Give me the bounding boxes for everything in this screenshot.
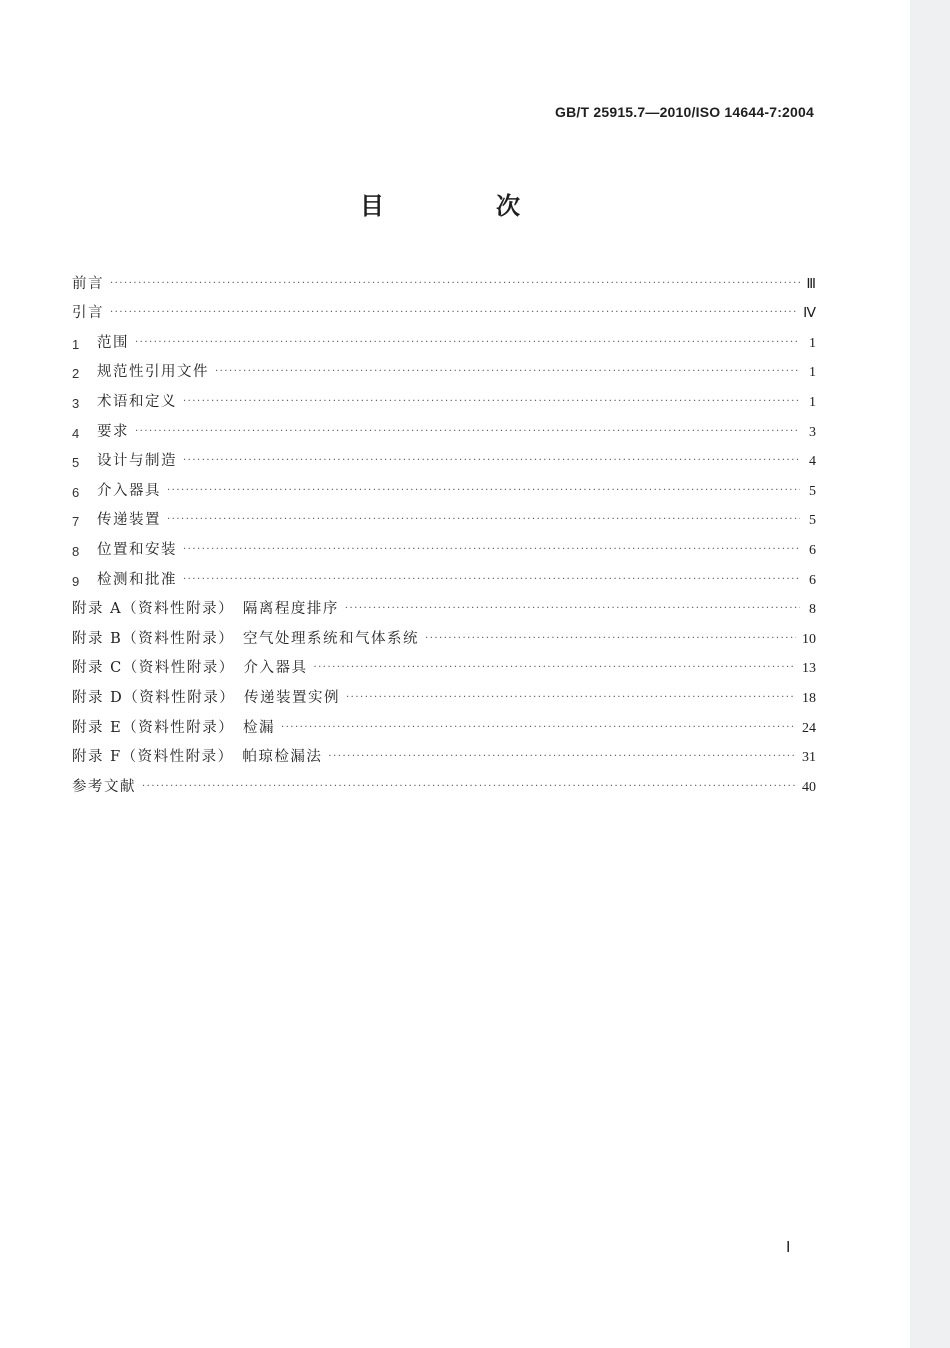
toc-entry-page: 4 [809, 454, 816, 470]
toc-entry-label: 位置和安装 [97, 541, 177, 558]
toc-leader-dots [183, 543, 800, 559]
toc-entry-page: 13 [802, 661, 816, 677]
toc-entry-number: 9 [72, 573, 80, 589]
toc-entry-label: 附录 A（资料性附录） 隔离程度排序 [72, 601, 339, 618]
toc-entry[interactable] [72, 500, 816, 530]
toc-entry-label: 介入器具 [97, 482, 161, 499]
toc-leader-dots [110, 306, 797, 322]
toc-entry-label: 附录 C（资料性附录） 介入器具 [72, 660, 308, 677]
toc-leader-dots [135, 425, 800, 441]
toc-leader-dots [281, 721, 796, 737]
toc-entry[interactable] [72, 677, 816, 707]
toc-leader-dots [142, 780, 796, 796]
toc-entry-label: 检测和批准 [97, 571, 177, 588]
toc-leader-dots [346, 691, 796, 707]
toc-leader-dots [425, 632, 796, 648]
toc-leader-dots [215, 365, 800, 381]
toc-entry-page: 8 [809, 602, 816, 618]
toc-entry-label: 设计与制造 [97, 453, 177, 470]
toc-entry[interactable] [72, 441, 816, 471]
toc-entry-label: 前言 [72, 275, 104, 292]
toc-entry-number: 7 [72, 514, 80, 530]
page-edge-strip [910, 0, 950, 1348]
toc-entry-number: 3 [72, 395, 80, 411]
toc-entry-label: 引言 [72, 305, 104, 322]
toc-entry[interactable] [72, 263, 816, 293]
toc-entry-label: 附录 B（资料性附录） 空气处理系统和气体系统 [72, 630, 420, 647]
toc-entry-number: 2 [72, 366, 80, 382]
toc-entry-number: 6 [72, 484, 80, 500]
toc-entry[interactable] [72, 707, 816, 737]
toc-title: 目 次 [360, 192, 564, 220]
toc-entry-label: 规范性引用文件 [97, 364, 209, 381]
page-number: Ⅰ [786, 1240, 791, 1256]
toc-entry-page: Ⅲ [806, 276, 816, 292]
toc-entry-number: 1 [72, 336, 80, 352]
toc-entry-page: 1 [809, 365, 816, 381]
toc-entry[interactable] [72, 293, 816, 323]
toc-entry[interactable] [72, 381, 816, 411]
toc-entry-label: 传递装置 [97, 512, 161, 529]
toc-entry[interactable] [72, 322, 816, 352]
toc-leader-dots [135, 336, 800, 352]
toc-entry[interactable] [72, 559, 816, 589]
toc-leader-dots [328, 750, 796, 766]
toc-entry-label: 附录 F（资料性附录） 帕琼检漏法 [72, 749, 323, 766]
toc-entry[interactable] [72, 618, 816, 648]
toc-entry-page: Ⅳ [803, 306, 816, 322]
toc-entry-page: 18 [802, 690, 816, 706]
toc-leader-dots [110, 277, 800, 293]
toc-entry[interactable] [72, 352, 816, 382]
toc-entry[interactable] [72, 648, 816, 678]
toc-entry[interactable] [72, 766, 816, 796]
toc-entry-page: 6 [809, 572, 816, 588]
toc-entry-page: 6 [809, 542, 816, 558]
toc-entry-label: 附录 D（资料性附录） 传递装置实例 [72, 689, 340, 706]
toc-entry-page: 5 [809, 513, 816, 529]
toc-entry-page: 40 [802, 779, 816, 795]
toc-entry-label: 参考文献 [72, 778, 136, 795]
toc-entry[interactable] [72, 589, 816, 619]
toc-entry[interactable] [72, 411, 816, 441]
toc-entry-label: 附录 E（资料性附录） 检漏 [72, 719, 275, 736]
toc-entry-label: 术语和定义 [97, 393, 177, 410]
toc-entry-number: 4 [72, 425, 80, 441]
toc-entry-number: 8 [72, 543, 80, 559]
toc-leader-dots [167, 484, 800, 500]
toc-entry-page: 3 [809, 424, 816, 440]
toc-leader-dots [345, 602, 800, 618]
toc-entry-number: 5 [72, 455, 80, 471]
toc-entry-label: 要求 [97, 423, 129, 440]
toc-entry[interactable] [72, 470, 816, 500]
toc-leader-dots [167, 513, 800, 529]
toc-entry-label: 范围 [97, 334, 129, 351]
toc-entry-page: 5 [809, 483, 816, 499]
toc-leader-dots [313, 661, 796, 677]
toc-entry-page: 10 [802, 631, 816, 647]
toc-entry-page: 1 [809, 335, 816, 351]
toc-leader-dots [183, 395, 800, 411]
standard-code: GB/T 25915.7—2010/ISO 14644-7:2004 [555, 104, 814, 120]
toc-entry-page: 1 [809, 394, 816, 410]
toc-leader-dots [183, 454, 800, 470]
toc-entry[interactable] [72, 529, 816, 559]
toc-leader-dots [183, 573, 800, 589]
toc-entry-page: 31 [802, 750, 816, 766]
toc-entry[interactable] [72, 737, 816, 767]
toc-entry-page: 24 [802, 720, 816, 736]
table-of-contents [72, 263, 816, 796]
